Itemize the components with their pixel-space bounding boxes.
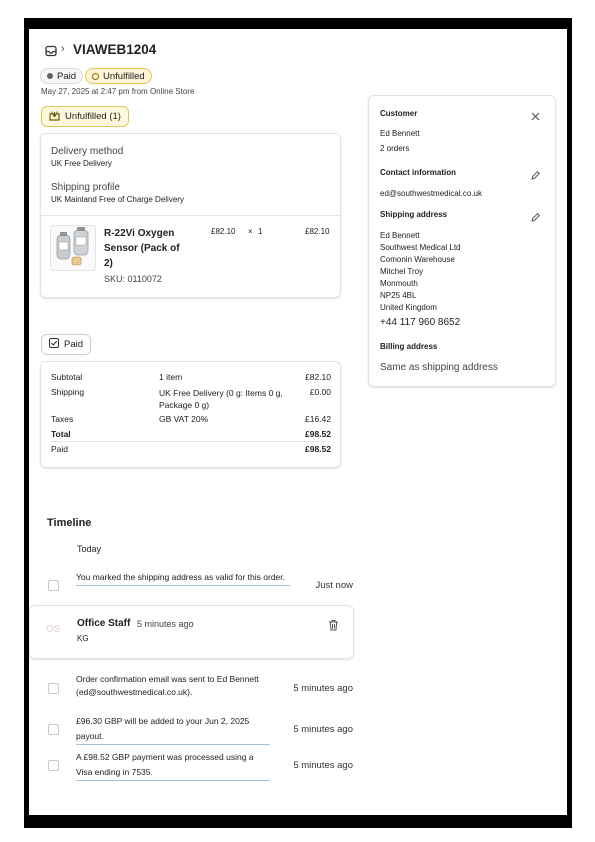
shipping-profile-value: UK Mainland Free of Charge Delivery	[51, 195, 184, 204]
trash-icon[interactable]	[328, 618, 339, 636]
package-icon	[49, 110, 60, 124]
product-times: ×	[248, 227, 253, 236]
address-line: Southwest Medical Ltd	[380, 243, 461, 252]
address-line: NP25 4BL	[380, 291, 417, 300]
card-divider	[41, 215, 340, 216]
timeline-event-time: 5 minutes ago	[293, 683, 353, 694]
paid-label: Paid	[51, 444, 69, 454]
timeline-event-time: Just now	[315, 580, 353, 591]
delivery-method-value: UK Free Delivery	[51, 159, 112, 168]
taxes-detail: GB VAT 20%	[159, 414, 209, 424]
subtotal-detail: 1 item	[159, 372, 183, 382]
address-line: Mitchel Troy	[380, 267, 424, 276]
address-line: Monmouth	[380, 279, 418, 288]
unfulfilled-badge	[85, 68, 152, 84]
timeline-comment-card	[29, 605, 354, 659]
timeline-event-time: 5 minutes ago	[293, 724, 353, 735]
pencil-icon[interactable]	[530, 168, 541, 186]
unfulfilled-status-label: Unfulfilled (1)	[65, 111, 121, 122]
total-divider	[51, 441, 330, 442]
taxes-label: Taxes	[51, 414, 74, 424]
timeline-event-time: 5 minutes ago	[293, 760, 353, 771]
unfulfilled-badge-label: Unfulfilled	[103, 70, 145, 82]
address-line: Ed Bennett	[380, 231, 420, 240]
taxes-amount: £16.42	[305, 414, 331, 424]
timeline-event-text: You marked the shipping address as valid for this order.	[76, 570, 290, 586]
shipping-amount: £0.00	[309, 387, 331, 397]
product-thumbnail[interactable]	[50, 225, 96, 271]
timeline-event-marker	[48, 724, 59, 735]
comment-body: KG	[77, 634, 89, 643]
timeline-event-marker	[48, 580, 59, 591]
delivery-method-label: Delivery method	[51, 146, 124, 157]
pencil-icon[interactable]	[530, 210, 541, 228]
order-subtitle: May 27, 2025 at 2:47 pm from Online Store	[41, 87, 195, 96]
comment-time: 5 minutes ago	[137, 619, 194, 629]
unfulfilled-status-chip	[41, 106, 129, 127]
customer-email[interactable]: ed@southwestmedical.co.uk	[380, 189, 482, 198]
fulfillment-card	[40, 133, 341, 298]
timeline-event-text: £96.30 GBP will be added to your Jun 2, 2025 payout.	[76, 714, 270, 745]
paid-status-label: Paid	[64, 339, 84, 350]
comment-author: Office Staff	[77, 618, 131, 629]
total-amount: £98.52	[305, 429, 331, 439]
page-title: VIAWEB1204	[73, 42, 157, 57]
product-quantity: 1	[258, 227, 263, 236]
total-label: Total	[51, 429, 71, 439]
paid-status-chip	[41, 334, 91, 355]
contact-info-title: Contact information	[380, 168, 456, 177]
order-page	[29, 29, 567, 815]
address-line: United Kingdom	[380, 303, 437, 312]
timeline-event-text: Order confirmation email was sent to Ed Bennett (ed@southwestmedical.co.uk).	[76, 674, 259, 697]
timeline-event-marker	[48, 683, 59, 694]
customer-name[interactable]: Ed Bennett	[380, 129, 420, 138]
paid-amount: £98.52	[305, 444, 331, 454]
shipping-label: Shipping	[51, 387, 85, 397]
close-icon[interactable]	[531, 108, 540, 126]
timeline-event-text: A £98.52 GBP payment was processed using a Visa ending in 7535.	[76, 750, 270, 781]
timeline-title: Timeline	[47, 517, 92, 529]
payment-summary-card	[40, 361, 341, 468]
comment-avatar: OS	[46, 624, 61, 635]
subtotal-amount: £82.10	[305, 372, 331, 382]
customer-orders[interactable]: 2 orders	[380, 144, 410, 153]
shipping-detail: UK Free Delivery (0 g: Items 0 g, Package 0 g)	[159, 388, 283, 410]
product-name[interactable]: R-22Vi Oxygen Sensor (Pack of 2)	[104, 228, 180, 269]
breadcrumb-separator: ›	[61, 43, 65, 55]
customer-title: Customer	[380, 109, 418, 118]
paid-dot	[47, 73, 53, 79]
paid-badge-label: Paid	[57, 70, 77, 82]
shipping-address-title: Shipping address	[380, 210, 448, 219]
product-sku: SKU: 0110072	[104, 274, 162, 284]
unfulfilled-ring	[92, 73, 99, 80]
product-total: £82.10	[305, 227, 330, 236]
billing-address-title: Billing address	[380, 342, 438, 351]
address-line: Comonin Warehouse	[380, 255, 455, 264]
timeline-day-label: Today	[77, 544, 102, 554]
customer-phone[interactable]: +44 117 960 8652	[380, 317, 461, 328]
inbox-icon[interactable]	[45, 44, 57, 62]
subtotal-label: Subtotal	[51, 372, 83, 382]
paid-badge	[40, 68, 83, 84]
product-unit-price: £82.10	[211, 227, 236, 236]
timeline-event-marker	[48, 760, 59, 771]
billing-address-value: Same as shipping address	[380, 362, 498, 373]
customer-card	[368, 95, 556, 387]
checkbox-icon	[49, 338, 59, 351]
shipping-profile-label: Shipping profile	[51, 182, 120, 193]
